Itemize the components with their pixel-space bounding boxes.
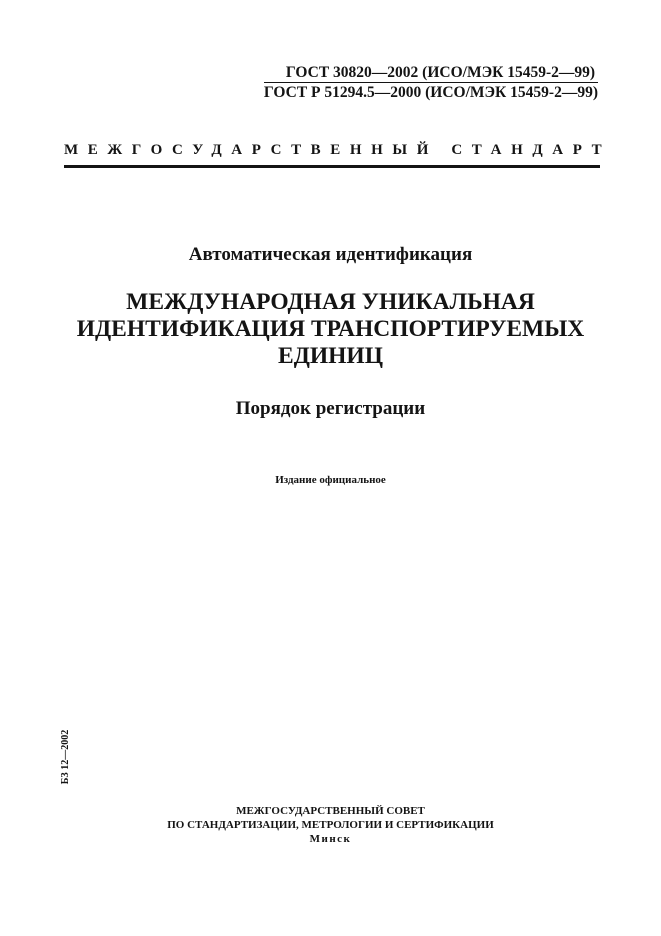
section-title: Порядок регистрации	[235, 398, 426, 419]
document-subtitle: Автоматическая идентификация	[188, 244, 473, 265]
publisher-block	[0, 804, 661, 846]
gost-designation-line-1: ГОСТ 30820—2002 (ИСО/МЭК 15459-2—99)	[264, 64, 598, 83]
side-code	[58, 727, 74, 787]
publisher-city: Минск	[309, 833, 352, 845]
document-title	[0, 289, 661, 370]
gost-designation-line-2: ГОСТ Р 51294.5—2000 (ИСО/МЭК 15459-2—99)	[263, 84, 598, 101]
publisher-line-2: ПО СТАНДАРТИЗАЦИИ, МЕТРОЛОГИИ И СЕРТИФИКАЦИИ	[167, 819, 494, 831]
gost-designation	[264, 64, 598, 102]
heading-divider	[64, 165, 600, 168]
document-title-line-3: ЕДИНИЦ	[278, 343, 383, 369]
standard-type-heading: МЕЖГОСУДАРСТВЕННЫЙ СТАНДАРТ	[64, 142, 612, 158]
side-code-text: БЗ 12—2002	[60, 729, 71, 785]
publisher-line-1: МЕЖГОСУДАРСТВЕННЫЙ СОВЕТ	[236, 805, 425, 817]
document-title-line-2: ИДЕНТИФИКАЦИЯ ТРАНСПОРТИРУЕМЫХ	[76, 316, 585, 342]
edition-note: Издание официальное	[275, 474, 386, 486]
document-title-line-1: МЕЖДУНАРОДНАЯ УНИКАЛЬНАЯ	[126, 289, 535, 315]
